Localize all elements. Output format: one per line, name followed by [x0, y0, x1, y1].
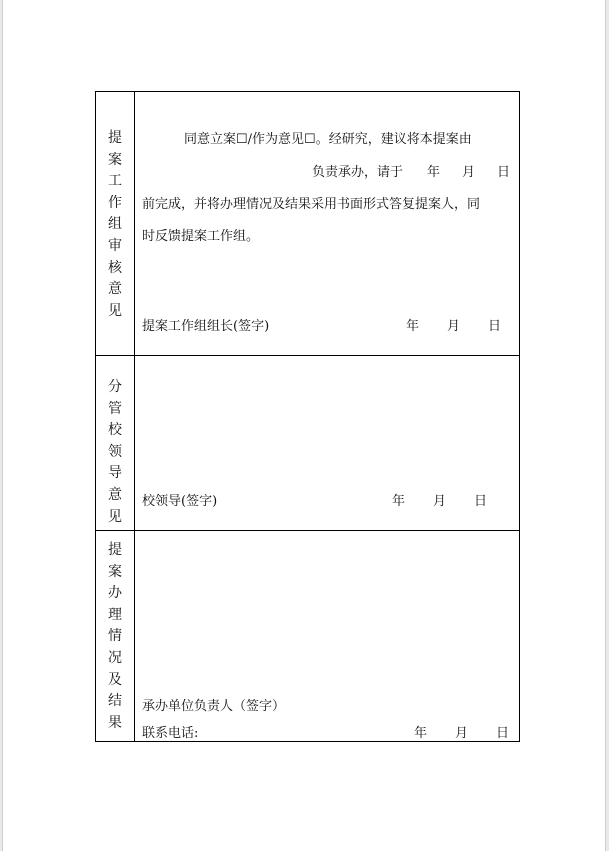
label-char: 管	[108, 400, 122, 417]
date-month: 月	[455, 726, 469, 741]
date-day: 日	[474, 494, 488, 509]
date-month: 月	[433, 494, 447, 509]
review-assignment-text: 负责承办，请于	[312, 165, 404, 180]
handler-signer-label: 承办单位负责人（签字）	[142, 699, 286, 714]
section-label-handling-result	[96, 540, 134, 734]
date-month: 月	[447, 319, 461, 334]
label-char: 导	[108, 465, 122, 482]
date-year: 年	[406, 319, 420, 334]
approval-form-table	[95, 91, 520, 742]
document-page	[2, 0, 606, 851]
label-char: 果	[108, 714, 122, 731]
date-year: 年	[427, 165, 441, 180]
column-divider	[134, 92, 135, 741]
label-char: 分	[108, 379, 122, 395]
label-char: 审	[108, 237, 122, 254]
date-year: 年	[392, 494, 406, 509]
label-char: 情	[108, 628, 122, 645]
date-year: 年	[414, 726, 428, 741]
label-char: 见	[108, 508, 122, 525]
label-char: 及	[108, 671, 122, 688]
label-char: 结	[108, 693, 122, 710]
date-month: 月	[462, 165, 476, 180]
review-paragraph-line-3: 前完成，并将办理情况及结果采用书面形式答复提案人，同	[142, 197, 481, 212]
label-char: 组	[108, 216, 122, 233]
handler-sign-date	[414, 726, 509, 742]
label-char: 工	[108, 173, 122, 190]
label-char: 案	[108, 563, 122, 580]
label-char: 提	[108, 130, 122, 146]
date-day: 日	[496, 726, 510, 741]
leader-signer-label: 校领导(签字)	[142, 494, 218, 509]
row-divider	[96, 355, 519, 356]
label-char: 校	[108, 422, 122, 439]
review-sign-date	[406, 319, 501, 335]
section-label-review-opinion	[96, 128, 134, 322]
row-divider	[96, 530, 519, 531]
leader-sign-date	[392, 494, 487, 510]
label-char: 核	[108, 259, 122, 276]
label-char: 况	[108, 649, 122, 666]
section-label-leader-opinion	[96, 377, 134, 528]
label-char: 意	[108, 281, 122, 298]
review-signer-label: 提案工作组组长(签字)	[142, 319, 270, 334]
contact-phone-label: 联系电话:	[142, 726, 199, 741]
label-char: 见	[108, 302, 122, 319]
label-char: 理	[108, 606, 122, 623]
label-char: 案	[108, 151, 122, 168]
label-char: 领	[108, 443, 122, 460]
date-day: 日	[488, 319, 502, 334]
label-char: 提	[108, 542, 122, 558]
label-char: 办	[108, 585, 122, 602]
review-paragraph-line-4: 时反馈提案工作组。	[142, 229, 260, 244]
review-paragraph-line-2	[312, 165, 510, 181]
review-paragraph-line-1: 同意立案☐/作为意见☐。经研究，建议将本提案由	[184, 132, 472, 147]
date-day: 日	[497, 165, 511, 180]
label-char: 意	[108, 486, 122, 503]
label-char: 作	[108, 194, 122, 211]
